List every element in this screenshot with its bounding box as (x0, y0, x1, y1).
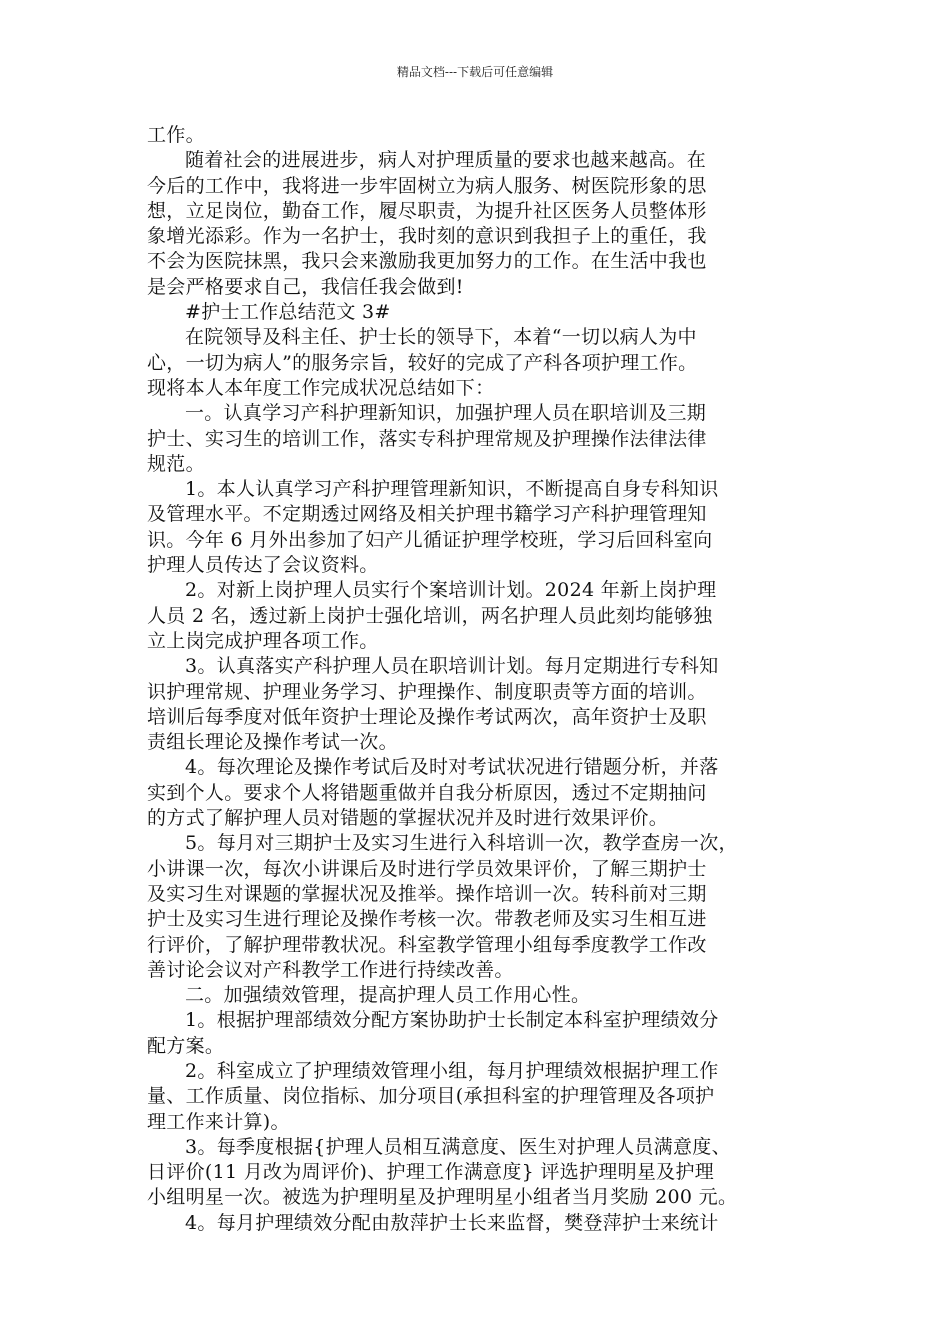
text-line: 责组长理论及操作考试一次。 (147, 731, 398, 754)
text-line: 立上岗完成护理各项工作。 (147, 629, 379, 652)
text-line: 小组明星一次。被选为护理明星及护理明星小组者当月奖励 200 元。 (147, 1186, 738, 1209)
text-line: 是会严格要求自己，我信任我会做到! (147, 275, 464, 298)
text-line: 一。认真学习产科护理新知识，加强护理人员在职培训及三期 (185, 402, 707, 425)
text-line: 人员 2 名，透过新上岗护士强化培训，两名护理人员此刻均能够独 (147, 604, 713, 627)
text-line: 护士、实习生的培训工作，落实专科护理常规及护理操作法律法律 (147, 427, 707, 450)
text-line: 今后的工作中，我将进一步牢固树立为病人服务、树医院形象的思 (147, 174, 707, 197)
text-line: 实到个人。要求个人将错题重做并自我分析原因，透过不定期抽问 (147, 781, 707, 804)
text-line: 配方案。 (147, 1034, 225, 1057)
text-line: 随着社会的进展进步，病人对护理质量的要求也越来越高。在 (185, 149, 707, 172)
text-line: 3。每季度根据{护理人员相互满意度、医生对护理人员满意度、 (185, 1135, 731, 1158)
text-line: 规范。 (147, 452, 205, 475)
text-line: 培训后每季度对低年资护士理论及操作考试两次，高年资护士及职 (147, 705, 707, 728)
text-line: 护士及实习生进行理论及操作考核一次。带教老师及实习生相互进 (147, 908, 707, 931)
text-line: 二。加强绩效管理，提高护理人员工作用心性。 (185, 984, 591, 1007)
text-line: 2。对新上岗护理人员实行个案培训计划。2024 年新上岗护理 (185, 579, 717, 602)
text-line: 3。认真落实产科护理人员在职培训计划。每月定期进行专科知 (185, 655, 719, 678)
text-line: 在院领导及科主任、护士长的领导下，本着“一切以病人为中 (185, 326, 697, 349)
text-line: 4。每次理论及操作考试后及时对考试状况进行错题分析，并落 (185, 756, 719, 779)
text-line: 4。每月护理绩效分配由敖萍护士长来监督，樊登萍护士来统计 (185, 1211, 719, 1234)
text-line: 行评价，了解护理带教状况。科室教学管理小组每季度教学工作改 (147, 933, 707, 956)
text-line: 不会为医院抹黑，我只会来激励我更加努力的工作。在生活中我也 (147, 250, 707, 273)
text-line: 日评价(11 月改为周评价)、护理工作满意度} 评选护理明星及护理 (147, 1161, 715, 1184)
text-line: 识。今年 6 月外出参加了妇产儿循证护理学校班，学习后回科室向 (147, 528, 713, 551)
text-line: 护理人员传达了会议资料。 (147, 554, 379, 577)
text-line: 理工作来计算)。 (147, 1110, 290, 1133)
text-line: 识护理常规、护理业务学习、护理操作、制度职责等方面的培训。 (147, 680, 707, 703)
page-header: 精品文档---下载后可任意编辑 (396, 65, 554, 79)
text-line: 5。每月对三期护士及实习生进行入科培训一次，教学查房一次， (185, 832, 738, 855)
text-line: #护士工作总结范文 3# (185, 301, 391, 324)
text-line: 小讲课一次，每次小讲课后及时进行学员效果评价，了解三期护士 (147, 857, 707, 880)
text-line: 想，立足岗位，勤奋工作，履尽职责，为提升社区医务人员整体形 (147, 199, 707, 222)
text-line: 现将本人本年度工作完成状况总结如下： (147, 376, 495, 399)
text-line: 的方式了解护理人员对错题的掌握状况并及时进行效果评价。 (147, 807, 669, 830)
text-line: 象增光添彩。作为一名护士，我时刻的意识到我担子上的重任，我 (147, 225, 707, 248)
text-line: 工作。 (147, 124, 205, 146)
text-line: 2。科室成立了护理绩效管理小组，每月护理绩效根据护理工作 (185, 1059, 719, 1082)
text-line: 量、工作质量、岗位指标、加分项目(承担科室的护理管理及各项护 (147, 1085, 715, 1108)
text-line: 1。本人认真学习产科护理管理新知识，不断提高自身专科知识 (185, 478, 719, 501)
text-line: 善讨论会议对产科教学工作进行持续改善。 (147, 958, 514, 981)
text-line: 1。根据护理部绩效分配方案协助护士长制定本科室护理绩效分 (185, 1009, 719, 1032)
text-line: 心，一切为病人”的服务宗旨，较好的完成了产科各项护理工作。 (147, 351, 698, 374)
document-body (147, 123, 807, 1236)
text-line: 及管理水平。不定期透过网络及相关护理书籍学习产科护理管理知 (147, 503, 707, 526)
text-line: 及实习生对课题的掌握状况及推举。操作培训一次。转科前对三期 (147, 882, 707, 905)
